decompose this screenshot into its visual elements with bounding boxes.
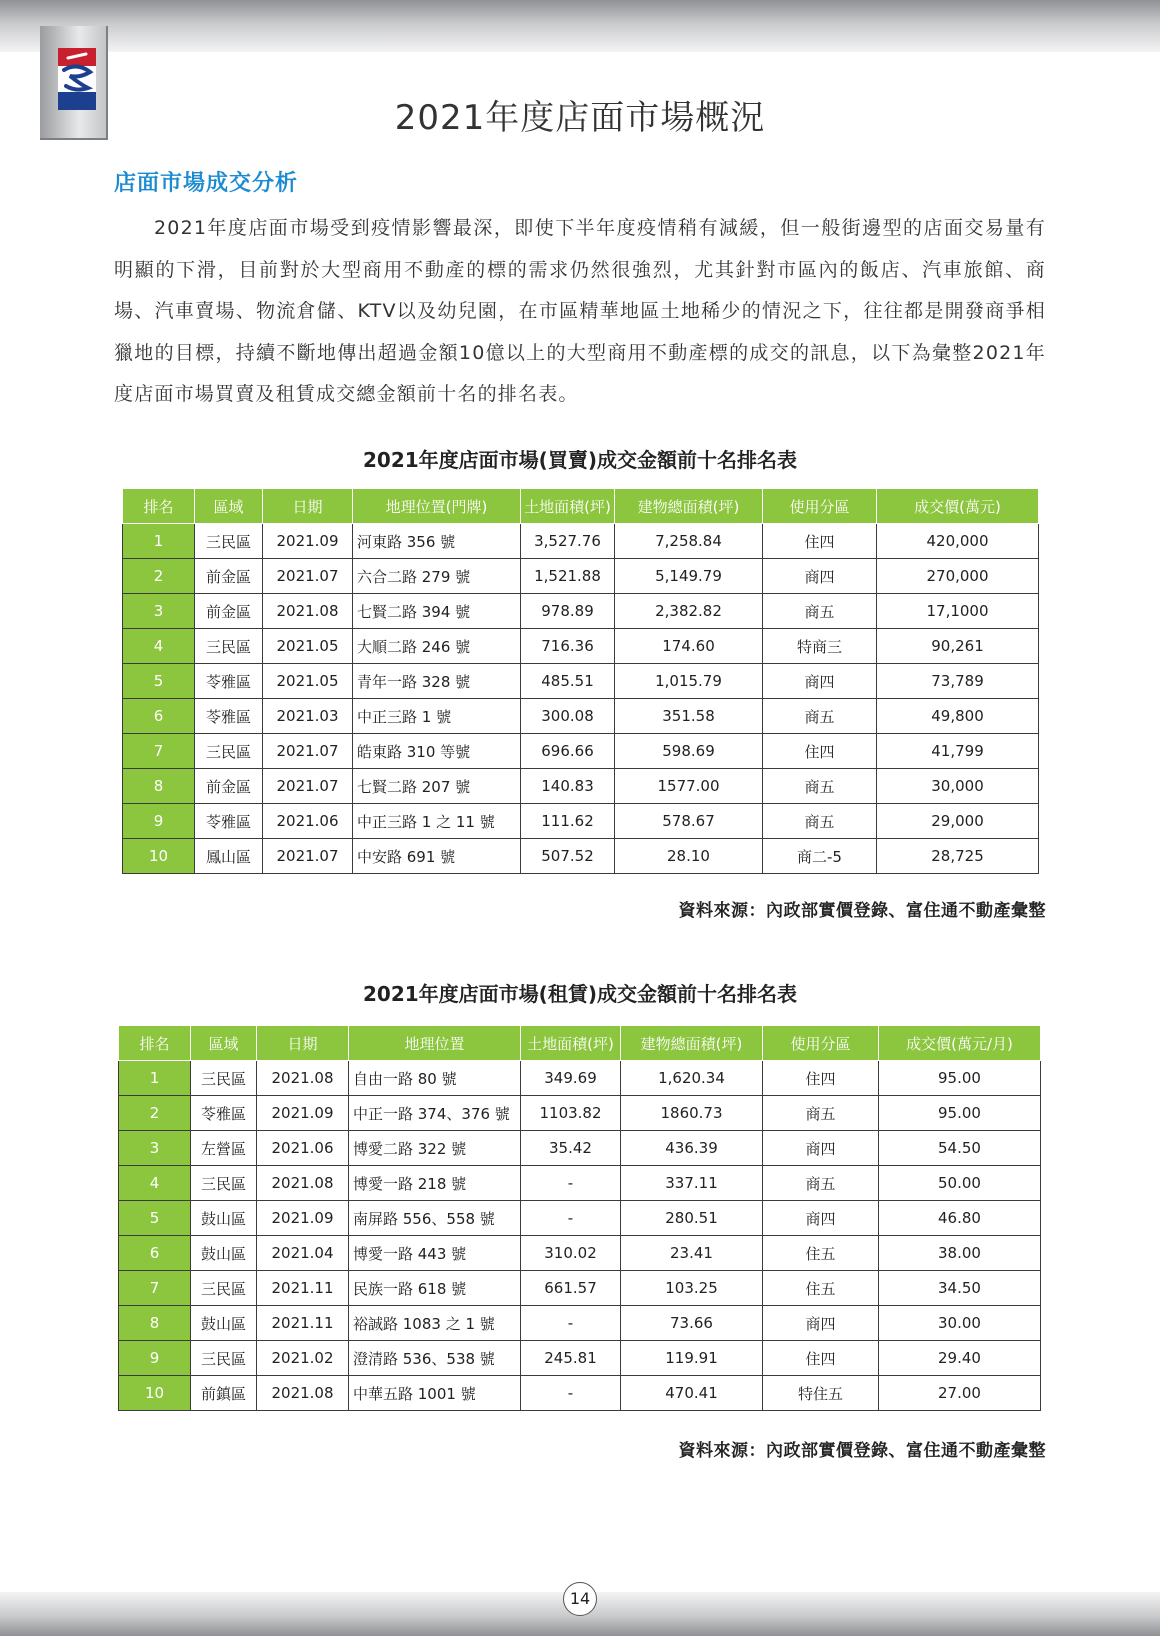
- table-cell: 310.02: [521, 1236, 621, 1271]
- table-cell: 左營區: [191, 1131, 257, 1166]
- table-cell: 270,000: [877, 559, 1039, 594]
- rank-cell: 1: [123, 524, 195, 559]
- table-cell: 245.81: [521, 1341, 621, 1376]
- rank-cell: 5: [119, 1201, 191, 1236]
- table-cell: 41,799: [877, 734, 1039, 769]
- table-cell: 苓雅區: [195, 804, 263, 839]
- table-row: [123, 734, 1039, 769]
- table-cell: 34.50: [879, 1271, 1041, 1306]
- table-cell: -: [521, 1376, 621, 1411]
- table-cell: 澄清路 536、538 號: [349, 1341, 521, 1376]
- table-cell: 2021.08: [257, 1376, 349, 1411]
- table-cell: 三民區: [191, 1166, 257, 1201]
- table-cell: 商五: [763, 769, 877, 804]
- table-row: [119, 1061, 1041, 1096]
- table-cell: 2021.09: [257, 1096, 349, 1131]
- rank-cell: 8: [119, 1306, 191, 1341]
- table-cell: 661.57: [521, 1271, 621, 1306]
- column-header: 建物總面積(坪): [615, 489, 763, 524]
- page-number: 14: [563, 1582, 597, 1616]
- intro-paragraph: 2021年度店面市場受到疫情影響最深，即使下半年度疫情稍有減緩，但一般街邊型的店面交易量有明顯的下滑，目前對於大型商用不動產的標的需求仍然很強烈，尤其針對市區內的飯店、汽車旅館、商場、汽車賣場、物流倉儲、KTV以及幼兒園，在市區精華地區土地稀少的情況之下，往往都是開發商爭相獵地的目標，持續不斷地傳出超過金額10億以上的大型商用不動產標的成交的訊息，以下為彙整2021年度店面市場買賣及租賃成交總金額前十名的排名表。: [114, 217, 1046, 405]
- table-row: [123, 664, 1039, 699]
- table-cell: 49,800: [877, 699, 1039, 734]
- table-cell: 民族一路 618 號: [349, 1271, 521, 1306]
- table-cell: 2021.05: [263, 664, 353, 699]
- table-cell: 三民區: [191, 1341, 257, 1376]
- table-cell: 1,521.88: [521, 559, 615, 594]
- table-cell: 苓雅區: [195, 664, 263, 699]
- rank-cell: 1: [119, 1061, 191, 1096]
- table-cell: 住四: [763, 524, 877, 559]
- table-cell: 自由一路 80 號: [349, 1061, 521, 1096]
- table-cell: 3,527.76: [521, 524, 615, 559]
- table-cell: 2021.06: [257, 1131, 349, 1166]
- table-cell: 1,015.79: [615, 664, 763, 699]
- table-cell: 商二-5: [763, 839, 877, 874]
- rank-cell: 4: [119, 1166, 191, 1201]
- table-cell: 三民區: [195, 734, 263, 769]
- table-cell: 前金區: [195, 559, 263, 594]
- rank-cell: 9: [119, 1341, 191, 1376]
- table-cell: 46.80: [879, 1201, 1041, 1236]
- table-row: [123, 769, 1039, 804]
- column-header: 區域: [191, 1026, 257, 1061]
- table-row: [123, 629, 1039, 664]
- table-cell: 2021.02: [257, 1341, 349, 1376]
- table-cell: 598.69: [615, 734, 763, 769]
- table-cell: 商五: [763, 1096, 879, 1131]
- table-cell: 博愛一路 443 號: [349, 1236, 521, 1271]
- column-header: 成交價(萬元/月): [879, 1026, 1041, 1061]
- table-cell: 111.62: [521, 804, 615, 839]
- table-cell: 鼓山區: [191, 1201, 257, 1236]
- rank-cell: 10: [119, 1376, 191, 1411]
- table-cell: 300.08: [521, 699, 615, 734]
- column-header: 日期: [257, 1026, 349, 1061]
- table-cell: 六合二路 279 號: [353, 559, 521, 594]
- table-cell: 50.00: [879, 1166, 1041, 1201]
- column-header: 排名: [119, 1026, 191, 1061]
- table-header-row: [123, 489, 1039, 524]
- table-cell: 中正一路 374、376 號: [349, 1096, 521, 1131]
- table-cell: 35.42: [521, 1131, 621, 1166]
- table-cell: 485.51: [521, 664, 615, 699]
- table-row: [119, 1271, 1041, 1306]
- rank-cell: 8: [123, 769, 195, 804]
- table-cell: 1577.00: [615, 769, 763, 804]
- table-cell: 青年一路 328 號: [353, 664, 521, 699]
- table-cell: 住五: [763, 1271, 879, 1306]
- table-cell: 28.10: [615, 839, 763, 874]
- table-cell: 174.60: [615, 629, 763, 664]
- table-cell: 住四: [763, 1341, 879, 1376]
- table-cell: 30.00: [879, 1306, 1041, 1341]
- section-heading: 店面市場成交分析: [114, 171, 299, 196]
- table-header-row: [119, 1026, 1041, 1061]
- table-cell: 2021.08: [257, 1166, 349, 1201]
- table-cell: 特商三: [763, 629, 877, 664]
- table-cell: 鼓山區: [191, 1306, 257, 1341]
- rent-table-title: 2021年度店面市場(租賃)成交金額前十名排名表: [363, 982, 797, 1006]
- table-cell: 578.67: [615, 804, 763, 839]
- table-cell: 95.00: [879, 1061, 1041, 1096]
- column-header: 地理位置(門牌): [353, 489, 521, 524]
- table-cell: 鳳山區: [195, 839, 263, 874]
- page-title: 2021年度店面市場概況: [394, 98, 766, 138]
- table-cell: 商五: [763, 804, 877, 839]
- table-row: [123, 699, 1039, 734]
- column-header: 區域: [195, 489, 263, 524]
- rank-cell: 2: [123, 559, 195, 594]
- table-cell: 商四: [763, 1201, 879, 1236]
- table-cell: 2021.11: [257, 1306, 349, 1341]
- table-row: [119, 1096, 1041, 1131]
- table-cell: -: [521, 1166, 621, 1201]
- table-cell: 507.52: [521, 839, 615, 874]
- table-cell: 三民區: [195, 524, 263, 559]
- table-cell: 苓雅區: [195, 699, 263, 734]
- table-cell: 140.83: [521, 769, 615, 804]
- column-header: 建物總面積(坪): [621, 1026, 763, 1061]
- table-cell: 119.91: [621, 1341, 763, 1376]
- rank-cell: 3: [119, 1131, 191, 1166]
- table-cell: 2021.06: [263, 804, 353, 839]
- table-cell: 住四: [763, 734, 877, 769]
- table-cell: 470.41: [621, 1376, 763, 1411]
- table-cell: 商四: [763, 1306, 879, 1341]
- table-cell: 商五: [763, 699, 877, 734]
- table-cell: 南屏路 556、558 號: [349, 1201, 521, 1236]
- column-header: 土地面積(坪): [521, 1026, 621, 1061]
- sale-ranking-table: [122, 488, 1039, 874]
- table-cell: 29.40: [879, 1341, 1041, 1376]
- table-cell: 皓東路 310 等號: [353, 734, 521, 769]
- table-cell: 三民區: [191, 1271, 257, 1306]
- sale-source-note: 資料來源：內政部實價登錄、富住通不動產彙整: [678, 901, 1046, 921]
- table-cell: 1,620.34: [621, 1061, 763, 1096]
- table-row: [119, 1201, 1041, 1236]
- table-cell: 七賢二路 394 號: [353, 594, 521, 629]
- table-row: [119, 1131, 1041, 1166]
- column-header: 使用分區: [763, 489, 877, 524]
- table-cell: 1860.73: [621, 1096, 763, 1131]
- table-cell: 河東路 356 號: [353, 524, 521, 559]
- table-row: [119, 1306, 1041, 1341]
- table-cell: 鼓山區: [191, 1236, 257, 1271]
- table-cell: 337.11: [621, 1166, 763, 1201]
- table-cell: 中華五路 1001 號: [349, 1376, 521, 1411]
- table-cell: 29,000: [877, 804, 1039, 839]
- table-cell: 2021.04: [257, 1236, 349, 1271]
- table-cell: 住五: [763, 1236, 879, 1271]
- table-cell: 280.51: [621, 1201, 763, 1236]
- table-cell: 前金區: [195, 769, 263, 804]
- table-cell: 23.41: [621, 1236, 763, 1271]
- rank-cell: 9: [123, 804, 195, 839]
- table-cell: 中正三路 1 之 11 號: [353, 804, 521, 839]
- table-cell: 2021.09: [257, 1201, 349, 1236]
- table-cell: 2,382.82: [615, 594, 763, 629]
- table-cell: 中安路 691 號: [353, 839, 521, 874]
- table-cell: 30,000: [877, 769, 1039, 804]
- table-cell: 2021.08: [257, 1061, 349, 1096]
- table-cell: 349.69: [521, 1061, 621, 1096]
- table-cell: 28,725: [877, 839, 1039, 874]
- table-cell: 73,789: [877, 664, 1039, 699]
- table-cell: 978.89: [521, 594, 615, 629]
- table-cell: 三民區: [195, 629, 263, 664]
- table-row: [123, 559, 1039, 594]
- table-cell: 2021.07: [263, 769, 353, 804]
- table-cell: 七賢二路 207 號: [353, 769, 521, 804]
- table-cell: 7,258.84: [615, 524, 763, 559]
- table-cell: 2021.09: [263, 524, 353, 559]
- table-cell: 103.25: [621, 1271, 763, 1306]
- table-row: [119, 1341, 1041, 1376]
- table-row: [123, 839, 1039, 874]
- table-cell: 2021.03: [263, 699, 353, 734]
- rank-cell: 6: [123, 699, 195, 734]
- table-cell: 1103.82: [521, 1096, 621, 1131]
- table-cell: 2021.07: [263, 734, 353, 769]
- table-row: [123, 594, 1039, 629]
- table-cell: 前鎮區: [191, 1376, 257, 1411]
- rank-cell: 6: [119, 1236, 191, 1271]
- table-cell: 2021.05: [263, 629, 353, 664]
- table-cell: 商五: [763, 594, 877, 629]
- table-cell: 中正三路 1 號: [353, 699, 521, 734]
- rent-ranking-table: [118, 1025, 1041, 1411]
- table-cell: 住四: [763, 1061, 879, 1096]
- table-cell: 商四: [763, 664, 877, 699]
- table-cell: 商四: [763, 1131, 879, 1166]
- table-cell: -: [521, 1306, 621, 1341]
- rank-cell: 5: [123, 664, 195, 699]
- rank-cell: 10: [123, 839, 195, 874]
- rank-cell: 4: [123, 629, 195, 664]
- table-cell: 苓雅區: [191, 1096, 257, 1131]
- table-cell: 大順二路 246 號: [353, 629, 521, 664]
- column-header: 成交價(萬元): [877, 489, 1039, 524]
- table-cell: 17,1000: [877, 594, 1039, 629]
- table-cell: 三民區: [191, 1061, 257, 1096]
- table-cell: 商五: [763, 1166, 879, 1201]
- table-cell: 38.00: [879, 1236, 1041, 1271]
- table-cell: 2021.07: [263, 559, 353, 594]
- rent-source-note: 資料來源：內政部實價登錄、富住通不動產彙整: [678, 1441, 1046, 1461]
- table-cell: 351.58: [615, 699, 763, 734]
- rank-cell: 7: [119, 1271, 191, 1306]
- table-row: [119, 1166, 1041, 1201]
- table-cell: 420,000: [877, 524, 1039, 559]
- table-cell: 54.50: [879, 1131, 1041, 1166]
- column-header: 日期: [263, 489, 353, 524]
- table-cell: 博愛一路 218 號: [349, 1166, 521, 1201]
- table-cell: 436.39: [621, 1131, 763, 1166]
- table-cell: 2021.07: [263, 839, 353, 874]
- top-decorative-band: [0, 0, 1160, 52]
- table-cell: 前金區: [195, 594, 263, 629]
- column-header: 排名: [123, 489, 195, 524]
- table-cell: 特住五: [763, 1376, 879, 1411]
- rank-cell: 7: [123, 734, 195, 769]
- table-cell: 裕誠路 1083 之 1 號: [349, 1306, 521, 1341]
- table-cell: 27.00: [879, 1376, 1041, 1411]
- table-cell: 73.66: [621, 1306, 763, 1341]
- table-row: [119, 1236, 1041, 1271]
- table-cell: 博愛二路 322 號: [349, 1131, 521, 1166]
- rank-cell: 3: [123, 594, 195, 629]
- table-row: [119, 1376, 1041, 1411]
- table-cell: -: [521, 1201, 621, 1236]
- table-cell: 2021.08: [263, 594, 353, 629]
- column-header: 土地面積(坪): [521, 489, 615, 524]
- rank-cell: 2: [119, 1096, 191, 1131]
- table-cell: 商四: [763, 559, 877, 594]
- table-row: [123, 804, 1039, 839]
- table-cell: 95.00: [879, 1096, 1041, 1131]
- table-cell: 90,261: [877, 629, 1039, 664]
- table-cell: 2021.11: [257, 1271, 349, 1306]
- table-cell: 716.36: [521, 629, 615, 664]
- column-header: 地理位置: [349, 1026, 521, 1061]
- table-row: [123, 524, 1039, 559]
- column-header: 使用分區: [763, 1026, 879, 1061]
- table-cell: 5,149.79: [615, 559, 763, 594]
- sale-table-title: 2021年度店面市場(買賣)成交金額前十名排名表: [363, 448, 797, 472]
- table-cell: 696.66: [521, 734, 615, 769]
